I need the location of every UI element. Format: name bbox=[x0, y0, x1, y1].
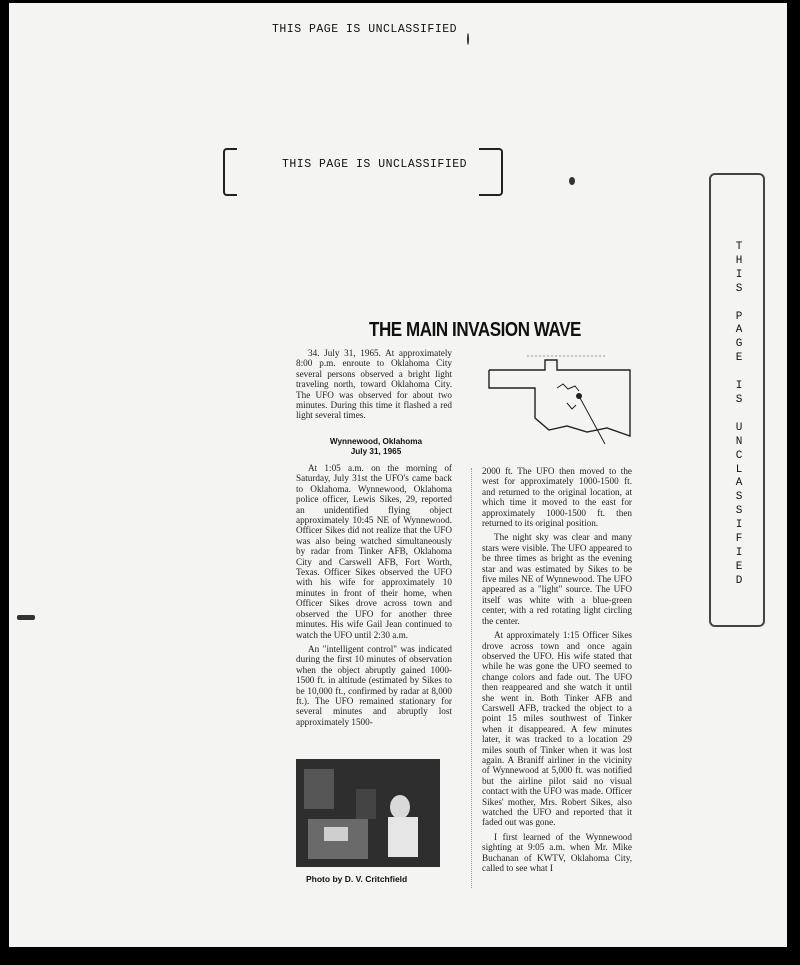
stamp-letter: T bbox=[735, 241, 743, 253]
stamp-letter: D bbox=[735, 574, 743, 587]
stamp-letter: E bbox=[735, 352, 743, 365]
right-paragraph: The night sky was clear and many stars were visible. The UFO appeared to be three times as bright as the evening star and was estimated by Sikes to be five miles NE of Wynnewood. The UFO appeared as a "light" source. The UFO itself was white with a blue-green center, with a red rotating light circling the center. bbox=[482, 532, 632, 626]
stamp-letter: A bbox=[735, 324, 743, 337]
stamp-letter: I bbox=[735, 519, 743, 532]
dateline bbox=[306, 437, 446, 457]
article-column-left bbox=[296, 463, 452, 731]
stamp-letter: C bbox=[735, 449, 743, 462]
stamp-letter: S bbox=[735, 505, 743, 518]
stamp-letter: H bbox=[735, 254, 743, 267]
photo-caption: Photo by D. V. Critchfield bbox=[306, 874, 408, 884]
stamp-letter bbox=[729, 366, 749, 380]
stamp-letter: E bbox=[735, 560, 743, 573]
article-column-right bbox=[482, 466, 632, 877]
article-headline: THE MAIN INVASION WAVE bbox=[369, 319, 581, 341]
classification-stamp-vertical bbox=[729, 241, 749, 589]
stamp-letter: N bbox=[735, 435, 743, 448]
stamp-letter: G bbox=[735, 338, 743, 351]
stamp-letter: I bbox=[735, 546, 743, 559]
scan-speck bbox=[17, 615, 35, 620]
stamp-bracket-left bbox=[223, 148, 237, 196]
dateline-date: July 31, 1965 bbox=[350, 447, 402, 456]
oklahoma-map-icon bbox=[487, 348, 632, 448]
stamp-letter: F bbox=[735, 533, 743, 546]
stamp-letter: L bbox=[735, 463, 743, 476]
stamp-letter: I bbox=[735, 268, 743, 281]
column-divider bbox=[471, 468, 472, 888]
stamp-letter: S bbox=[735, 282, 743, 295]
right-paragraph: 2000 ft. The UFO then moved to the west for approximately 1000-1500 ft. and returned to the original location, at which time it moved to the east for approximately 1000-1500 ft. then returned to its original position. bbox=[482, 466, 632, 529]
right-paragraph: At approximately 1:15 Officer Sikes drove across town and once again observed the UFO. His wife stated that while he was gone the UFO seemed to change colors and fade out. The UFO then reappeared and she watch it until she went in. Both Tinker AFB and Carswell AFB, tracked the object to a point 15 miles southwest of Tinker when it disappeared. A few minutes later, it was tracked to a location 29 miles south of Tinker when it was lost again. A Braniff airliner in the vicinity of Wynnewood at 5,000 ft. was notified but the airline pilot said no visual contact with the UFO was made. Officer Sikes' mother, Mrs. Robert Sikes, also watched the UFO and reported that it faded out was gone. bbox=[482, 630, 632, 828]
document-page bbox=[9, 3, 787, 947]
stamp-letter: U bbox=[735, 421, 743, 434]
dateline-place: Wynnewood, Oklahoma bbox=[329, 437, 423, 446]
classification-stamp-middle: THIS PAGE IS UNCLASSIFIED bbox=[282, 158, 468, 171]
stamp-letter bbox=[729, 408, 749, 422]
stamp-letter: P bbox=[735, 310, 743, 323]
stamp-letter bbox=[729, 297, 749, 311]
intro-paragraph: 34. July 31, 1965. At approximately 8:00 p.m. enroute to Oklahoma City several persons observed a bright light traveling north, toward Oklahoma City. The UFO was observed for about two minutes. During this time it flashed a red light several times. bbox=[296, 348, 452, 421]
stamp-letter: S bbox=[735, 393, 743, 406]
stamp-letter: I bbox=[735, 380, 743, 393]
article-photo bbox=[296, 759, 440, 867]
scan-speck bbox=[467, 33, 469, 45]
left-paragraph: At 1:05 a.m. on the morning of Saturday, July 31st the UFO's came back to Oklahoma. Wynnewood, Oklahoma police officer, Lewis Sikes, 29, reported an unidentified flying object approximately 10:45 NE of Wynnewood. Officer Sikes did not realize that the UFO was also being watched simultaneously by radar from Tinker AFB, Oklahoma City and Carswell AFB, Fort Worth, Texas. Officer Sikes observed the UFO with his wife for approximately 10 minutes in front of their home, when Officer Sikes drove across town and observed the UFO for another three minutes. His wife Gail Jean continued to watch the UFO until 2:30 a.m. bbox=[296, 463, 452, 640]
stamp-bracket-right bbox=[479, 148, 503, 196]
stamp-letter: S bbox=[735, 491, 743, 504]
article-intro bbox=[296, 348, 452, 425]
scan-speck bbox=[569, 177, 575, 185]
left-paragraph: An "intelligent control" was indicated during the first 10 minutes of observation when the object abruptly gained 1000-1500 ft. in altitude (estimated by Sikes to be 10,000 ft., confirmed by radar at 8,000 ft.). The UFO remained stationary for several minutes and abruptly lost approximately 1500- bbox=[296, 643, 452, 727]
right-paragraph: I first learned of the Wynnewood sighting at 9:05 a.m. when Mr. Mike Buchanan of KWTV, Oklahoma City, called to see what I bbox=[482, 831, 632, 874]
stamp-letter: A bbox=[735, 477, 743, 490]
classification-banner-top: THIS PAGE IS UNCLASSIFIED bbox=[272, 23, 458, 36]
